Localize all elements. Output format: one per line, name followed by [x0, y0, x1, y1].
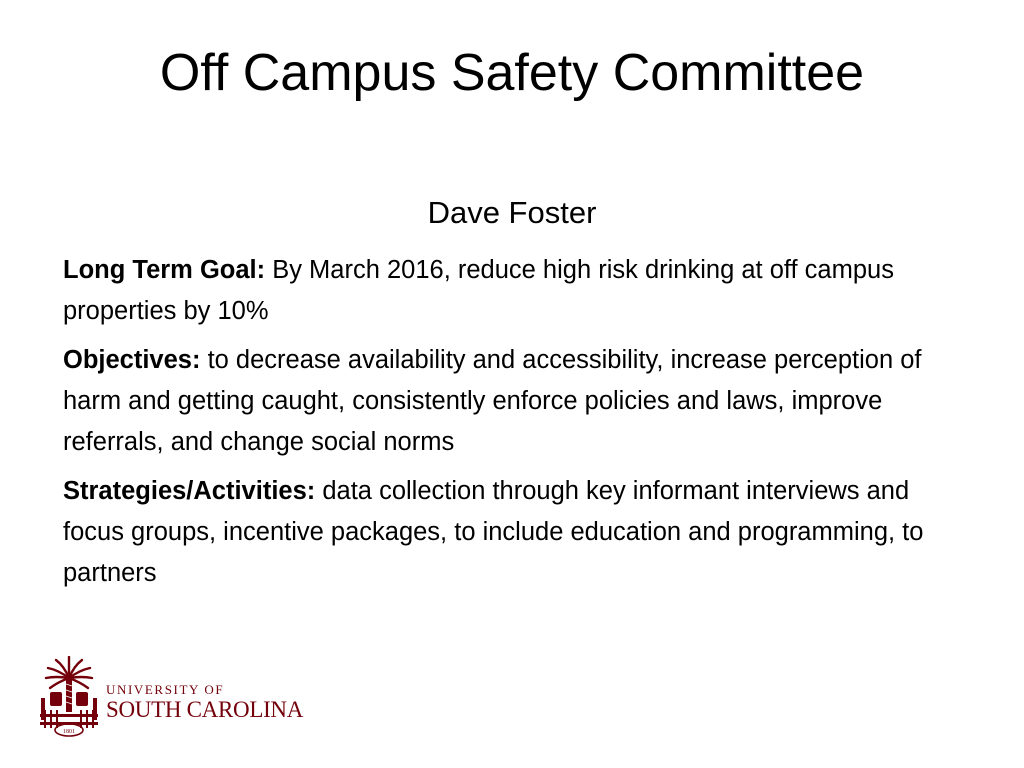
strategies-paragraph	[63, 471, 948, 594]
logo-south-carolina: SOUTH CAROLINA	[106, 697, 304, 722]
university-logo	[38, 656, 338, 738]
strategies-text: data collection through key informant interviews and focus groups, incentive packages, to include education and programming, to partners	[63, 477, 924, 587]
objectives-text: to decrease availability and accessibility, increase perception of harm and getting caught, consistently enforce policies and laws, improve referrals, and change social norms	[63, 346, 922, 456]
presenter-name: Dave Foster	[427, 195, 597, 230]
slide-body	[63, 250, 948, 602]
logo-university-of: UNIVERSITY OF	[106, 682, 225, 697]
objectives-label: Objectives:	[63, 346, 201, 374]
long-term-goal-text: By March 2016, reduce high risk drinking at off campus properties by 10%	[63, 256, 894, 325]
strategies-label: Strategies/Activities:	[63, 477, 316, 505]
university-wordmark	[106, 683, 303, 723]
long-term-goal-paragraph	[63, 250, 948, 332]
slide-title: Off Campus Safety Committee	[159, 44, 865, 102]
long-term-goal-label: Long Term Goal:	[63, 256, 266, 284]
objectives-paragraph	[63, 340, 948, 463]
seal-year-text: 1801	[63, 729, 75, 735]
palmetto-seal-icon	[38, 656, 100, 738]
